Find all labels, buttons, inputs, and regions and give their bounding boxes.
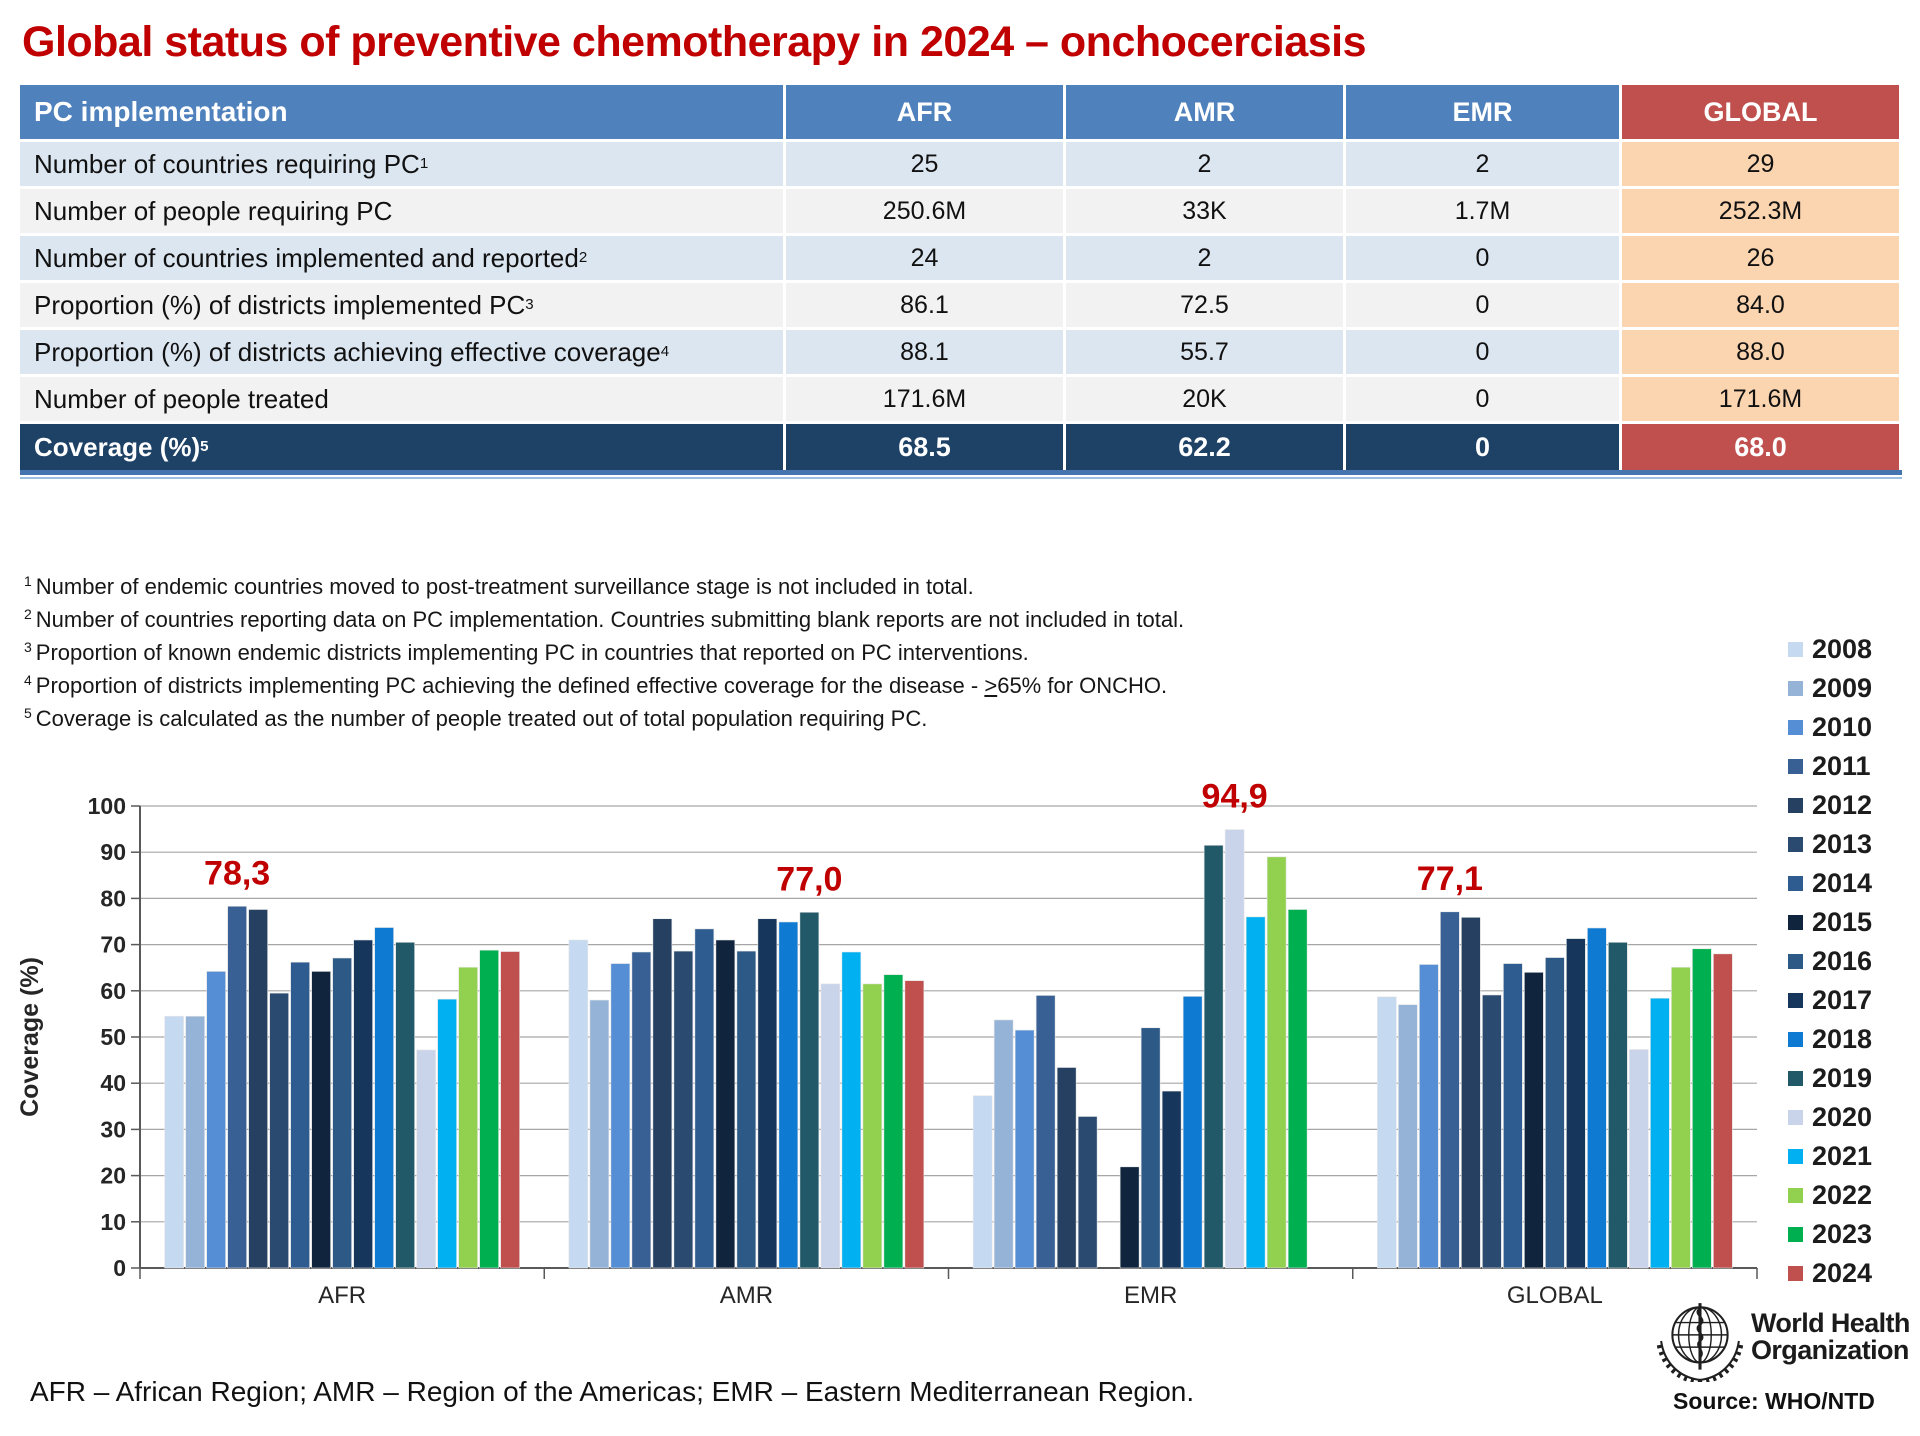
table-row-label: Proportion (%) of districts achieving effective coverage 4: [20, 330, 783, 374]
legend-year-label: 2010: [1812, 712, 1873, 742]
bar-afr-2012: [249, 909, 268, 1268]
legend-item-2010: [1788, 712, 1873, 742]
bar-afr-2013: [270, 993, 289, 1268]
bar-amr-2008: [569, 940, 588, 1268]
footnote-5: $^5$ Coverage is calculated as the number of people treated out of total population requiring PC.: [24, 704, 928, 731]
bar-global-2011: [1440, 912, 1459, 1268]
bar-emr-2020: [1225, 830, 1244, 1268]
table-row-label: Proportion (%) of districts implemented PC 3: [20, 283, 783, 327]
table-cell: 20K: [1066, 377, 1343, 421]
bar-global-2022: [1671, 967, 1690, 1268]
bar-emr-2021: [1246, 917, 1265, 1268]
table-cell: 24: [786, 236, 1063, 280]
legend-swatch-2013: [1788, 837, 1803, 852]
table-cell: 88.0: [1622, 330, 1899, 374]
bar-global-2024: [1713, 954, 1732, 1268]
legend-swatch-2024: [1788, 1266, 1803, 1281]
legend-year-label: 2020: [1812, 1102, 1873, 1132]
bar-global-2016: [1545, 958, 1564, 1268]
legend-year-label: 2016: [1812, 946, 1873, 976]
who-logo-line2: Organization: [1751, 1335, 1909, 1365]
source-label: Source: WHO/NTD: [1673, 1388, 1875, 1414]
bar-amr-2014: [695, 929, 714, 1268]
bar-amr-2019: [800, 912, 819, 1268]
legend-swatch-2008: [1788, 642, 1803, 657]
coverage-cell: 62.2: [1066, 424, 1343, 470]
bar-amr-2013: [674, 951, 693, 1268]
region-abbreviations: AFR – African Region; AMR – Region of the Americas; EMR – Eastern Mediterranean Region.: [30, 1376, 1195, 1407]
legend-item-2021: [1788, 1141, 1873, 1171]
bar-global-2023: [1692, 949, 1711, 1268]
legend-item-2017: [1788, 985, 1873, 1015]
y-tick-label-50: 50: [100, 1024, 126, 1050]
bar-emr-2010: [1015, 1030, 1034, 1268]
legend-year-label: 2013: [1812, 829, 1873, 859]
table-cell: 2: [1066, 236, 1343, 280]
legend-item-2024: [1788, 1258, 1873, 1288]
bar-global-2012: [1461, 917, 1480, 1268]
annotation-afr: 78,3: [204, 854, 271, 893]
y-axis-title: Coverage (%): [16, 957, 44, 1117]
bar-amr-2010: [611, 964, 630, 1268]
table-cell: 72.5: [1066, 283, 1343, 327]
legend-item-2018: [1788, 1024, 1873, 1054]
footnote-1: $^1$ Number of endemic countries moved to post-treatment surveillance stage is not included in total.: [24, 572, 974, 599]
y-tick-label-0: 0: [113, 1255, 126, 1281]
bar-emr-2016: [1141, 1028, 1160, 1268]
legend-item-2016: [1788, 946, 1873, 976]
bar-emr-2019: [1204, 845, 1223, 1268]
bar-afr-2010: [207, 971, 226, 1268]
legend-swatch-2014: [1788, 876, 1803, 891]
chart-legend: [1788, 634, 1873, 1288]
table-cell: 25: [786, 142, 1063, 186]
legend-year-label: 2012: [1812, 790, 1873, 820]
bar-amr-2009: [590, 1000, 609, 1268]
who-logo-line1: World Health: [1751, 1308, 1910, 1338]
legend-swatch-2015: [1788, 915, 1803, 930]
table-cell: 86.1: [786, 283, 1063, 327]
legend-item-2023: [1788, 1219, 1873, 1249]
table-row-label: Number of countries requiring PC 1: [20, 142, 783, 186]
bar-afr-2021: [438, 999, 457, 1268]
legend-swatch-2011: [1788, 759, 1803, 774]
y-tick-label-80: 80: [100, 885, 126, 912]
table-row-label: Number of countries implemented and reported 2: [20, 236, 783, 280]
legend-year-label: 2008: [1812, 634, 1873, 664]
bar-emr-2023: [1288, 909, 1307, 1268]
legend-item-2013: [1788, 829, 1873, 859]
legend-item-2015: [1788, 907, 1873, 937]
legend-year-label: 2023: [1812, 1219, 1873, 1249]
table-cell: 55.7: [1066, 330, 1343, 374]
legend-swatch-2019: [1788, 1071, 1803, 1086]
table-cell: 0: [1346, 236, 1619, 280]
legend-year-label: 2021: [1812, 1141, 1873, 1171]
legend-swatch-2018: [1788, 1032, 1803, 1047]
legend-item-2009: [1788, 673, 1873, 703]
legend-swatch-2010: [1788, 720, 1803, 735]
table-header-emr: EMR: [1346, 85, 1619, 139]
table-cell: 171.6M: [786, 377, 1063, 421]
bar-global-2013: [1482, 995, 1501, 1268]
bar-global-2015: [1524, 972, 1543, 1268]
table-header-amr: AMR: [1066, 85, 1343, 139]
table-cell: 84.0: [1622, 283, 1899, 327]
y-tick-label-40: 40: [100, 1070, 126, 1097]
bar-global-2020: [1629, 1049, 1648, 1268]
table-header-label: PC implementation: [20, 85, 783, 139]
table-cell: 0: [1346, 377, 1619, 421]
bar-amr-2024: [905, 981, 924, 1268]
legend-swatch-2020: [1788, 1110, 1803, 1125]
footnote-3: $^3$ Proportion of known endemic districts implementing PC in countries that reported on PC interventions.: [24, 638, 1029, 665]
bar-global-2018: [1587, 928, 1606, 1268]
bar-afr-2024: [501, 952, 520, 1268]
y-tick-label-100: 100: [87, 793, 126, 819]
bar-amr-2018: [779, 922, 798, 1268]
bar-global-2014: [1503, 964, 1522, 1268]
who-logo-text: [1751, 1310, 1910, 1364]
y-tick-label-20: 20: [100, 1162, 126, 1189]
bar-global-2019: [1608, 942, 1627, 1268]
x-axis-label-afr: AFR: [318, 1282, 367, 1309]
bar-amr-2021: [842, 952, 861, 1268]
bar-emr-2015: [1120, 1167, 1139, 1268]
table-cell: 1.7M: [1346, 189, 1619, 233]
bar-global-2008: [1377, 997, 1396, 1268]
y-tick-label-10: 10: [100, 1208, 126, 1235]
bar-afr-2014: [291, 962, 310, 1268]
legend-year-label: 2011: [1812, 751, 1871, 781]
table-header-global: GLOBAL: [1622, 85, 1899, 139]
table-row-label: Number of people requiring PC: [20, 189, 783, 233]
table-row-label: Number of people treated: [20, 377, 783, 421]
table-cell: 33K: [1066, 189, 1343, 233]
x-axis-label-global: GLOBAL: [1506, 1282, 1603, 1309]
legend-item-2011: [1788, 751, 1872, 781]
table-cell: 26: [1622, 236, 1899, 280]
table-header-afr: AFR: [786, 85, 1063, 139]
y-tick-label-70: 70: [100, 931, 126, 958]
table-cell: 2: [1346, 142, 1619, 186]
bar-afr-2016: [333, 958, 352, 1268]
table-cell: 171.6M: [1622, 377, 1899, 421]
bar-global-2021: [1650, 998, 1669, 1268]
legend-swatch-2012: [1788, 798, 1803, 813]
bar-amr-2011: [632, 952, 651, 1268]
bar-emr-2022: [1267, 857, 1286, 1268]
x-axis-label-amr: AMR: [719, 1282, 774, 1309]
table-cell: 2: [1066, 142, 1343, 186]
legend-swatch-2017: [1788, 993, 1803, 1008]
footnote-4: $^4$ Proportion of districts implementing PC achieving the defined effective coverage for the disease - >65% for ONCHO.: [24, 671, 1168, 698]
bar-afr-2015: [312, 971, 331, 1268]
bar-afr-2019: [396, 942, 415, 1268]
annotation-global: 77,1: [1416, 859, 1483, 898]
legend-item-2014: [1788, 868, 1873, 898]
legend-item-2022: [1788, 1180, 1873, 1210]
annotation-emr: 94,9: [1201, 777, 1268, 816]
legend-year-label: 2024: [1812, 1258, 1873, 1288]
legend-year-label: 2022: [1812, 1180, 1873, 1210]
bar-amr-2015: [716, 940, 735, 1268]
legend-swatch-2009: [1788, 681, 1803, 696]
coverage-row-label: Coverage (%) 5: [20, 424, 783, 470]
table-cell: 29: [1622, 142, 1899, 186]
bar-afr-2020: [417, 1050, 436, 1268]
bar-amr-2022: [863, 984, 882, 1268]
legend-year-label: 2018: [1812, 1024, 1873, 1054]
bar-amr-2017: [758, 919, 777, 1268]
legend-year-label: 2017: [1812, 985, 1873, 1015]
bar-afr-2017: [354, 940, 373, 1268]
bar-afr-2011: [228, 906, 247, 1268]
bar-emr-2011: [1036, 995, 1055, 1268]
legend-item-2008: [1788, 634, 1873, 664]
bar-emr-2018: [1183, 996, 1202, 1268]
bar-emr-2017: [1162, 1091, 1181, 1268]
table-cell: 0: [1346, 283, 1619, 327]
y-tick-label-90: 90: [100, 839, 126, 866]
bar-emr-2013: [1078, 1116, 1097, 1268]
bar-afr-2023: [480, 950, 499, 1268]
y-tick-label-60: 60: [100, 977, 126, 1004]
who-emblem-icon: [1655, 1300, 1745, 1382]
annotation-amr: 77,0: [776, 860, 843, 899]
table-cell: 252.3M: [1622, 189, 1899, 233]
bar-emr-2012: [1057, 1067, 1076, 1268]
legend-year-label: 2009: [1812, 673, 1873, 703]
legend-item-2019: [1788, 1063, 1873, 1093]
bar-amr-2020: [821, 984, 840, 1268]
legend-year-label: 2019: [1812, 1063, 1873, 1093]
legend-swatch-2022: [1788, 1188, 1803, 1203]
page-title: Global status of preventive chemotherapy in 2024 – onchocerciasis: [22, 18, 1367, 66]
legend-item-2012: [1788, 790, 1873, 820]
table-cell: 0: [1346, 330, 1619, 374]
legend-year-label: 2015: [1812, 907, 1873, 937]
bar-amr-2012: [653, 919, 672, 1268]
footnote-2: $^2$ Number of countries reporting data on PC implementation. Countries submitting blank reports are not included in total.: [24, 605, 1185, 632]
legend-year-label: 2014: [1812, 868, 1873, 898]
bar-global-2009: [1398, 1005, 1417, 1268]
bar-afr-2009: [186, 1016, 205, 1268]
bar-global-2017: [1566, 939, 1585, 1268]
bar-afr-2008: [165, 1016, 184, 1268]
x-axis-label-emr: EMR: [1123, 1282, 1178, 1309]
bar-amr-2016: [737, 951, 756, 1268]
bar-afr-2018: [375, 928, 394, 1268]
y-tick-label-30: 30: [100, 1116, 126, 1143]
bar-afr-2022: [459, 967, 478, 1268]
coverage-cell: 0: [1346, 424, 1619, 470]
legend-swatch-2021: [1788, 1149, 1803, 1164]
legend-swatch-2016: [1788, 954, 1803, 969]
legend-swatch-2023: [1788, 1227, 1803, 1242]
bar-amr-2023: [884, 975, 903, 1268]
table-cell: 250.6M: [786, 189, 1063, 233]
bar-global-2010: [1419, 964, 1438, 1268]
coverage-cell: 68.5: [786, 424, 1063, 470]
table-cell: 88.1: [786, 330, 1063, 374]
bar-emr-2008: [973, 1096, 992, 1268]
coverage-cell: 68.0: [1622, 424, 1899, 470]
legend-item-2020: [1788, 1102, 1873, 1132]
bar-emr-2009: [994, 1020, 1013, 1268]
